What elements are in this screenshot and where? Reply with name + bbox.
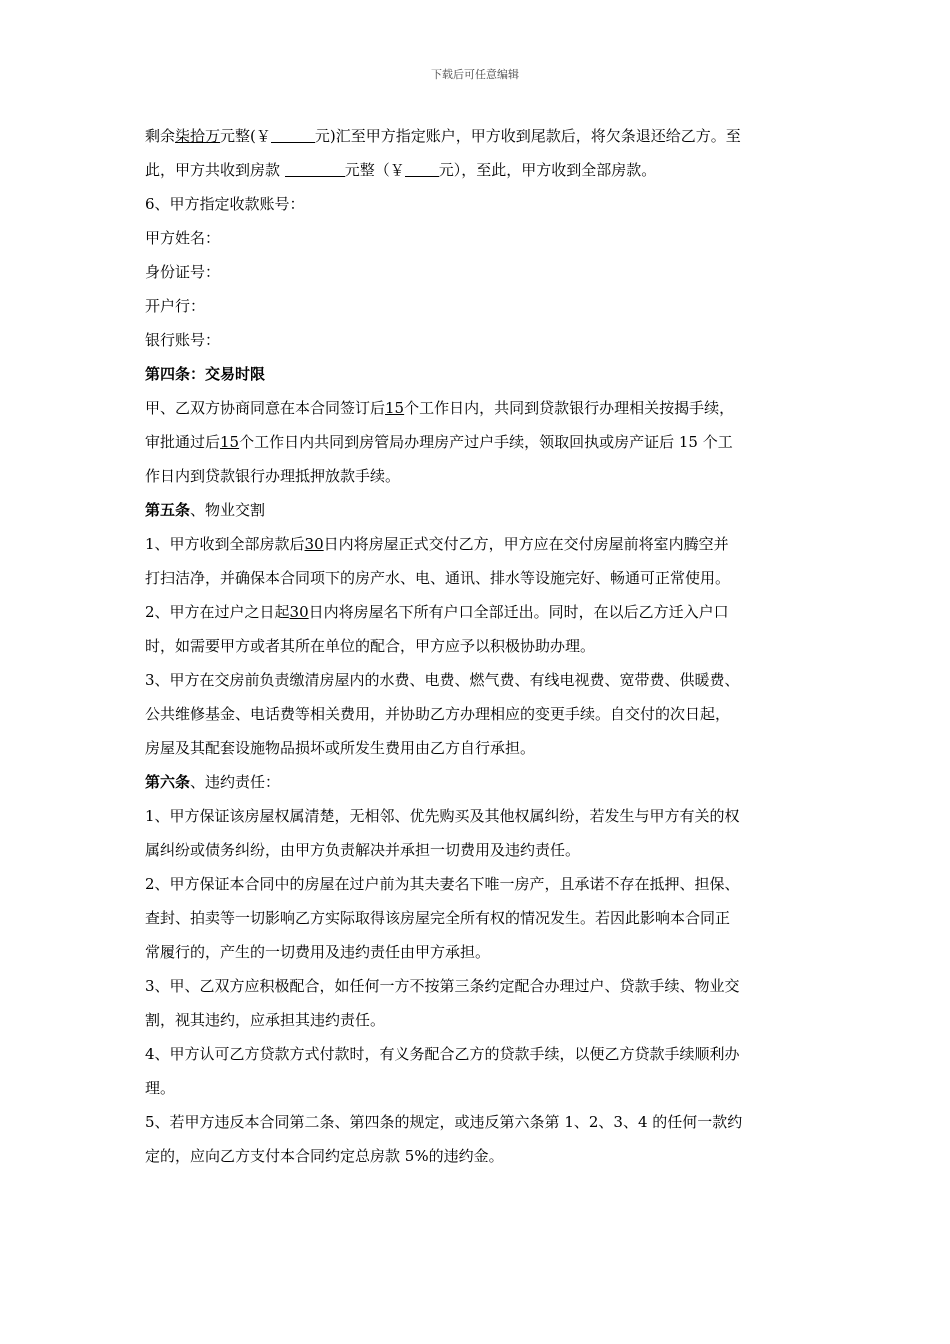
article-5-item-3-line-2: 公共维修基金、电话费等相关费用，并协助乙方办理相应的变更手续。自交付的次日起， xyxy=(145,705,731,723)
article-6-item-3-line-1: 3、甲、乙双方应积极配合，如任何一方不按第三条约定配合办理过户、贷款手续、物业交 xyxy=(145,977,740,995)
article-6-item-3-line-2: 割，视其违约，应承担其违约责任。 xyxy=(145,1011,386,1029)
document-body xyxy=(145,122,810,1176)
article-6-item-4-line-2: 理。 xyxy=(145,1079,176,1097)
article-5-item-1-line-1: 1、甲方收到全部房款后30日内将房屋正式交付乙方，甲方应在交付房屋前将室内腾空并 xyxy=(145,535,729,553)
article-6-item-1-line-1: 1、甲方保证该房屋权属清楚，无相邻、优先购买及其他权属纠纷，若发生与甲方有关的权 xyxy=(145,807,740,825)
article-4-line-2: 审批通过后15个工作日内共同到房管局办理房产过户手续，领取回执或房产证后 15 个工 xyxy=(145,433,733,451)
article-6-title: 第六条、违约责任： xyxy=(145,773,281,791)
article-6-item-5-line-1: 5、若甲方违反本合同第二条、第四条的规定，或违反第六条第 1、2、3、4 的任何一款约 xyxy=(145,1113,743,1131)
article-5-title: 第五条、物业交割 xyxy=(145,501,266,519)
page-header: 下载后可任意编辑 xyxy=(431,68,519,81)
article-4-line-1: 甲、乙双方协商同意在本合同签订后15个工作日内，共同到贷款银行办理相关按揭手续， xyxy=(145,399,735,417)
article-5-item-1-line-2: 打扫洁净，并确保本合同项下的房产水、电、通讯、排水等设施完好、畅通可正常使用。 xyxy=(145,569,731,587)
account-heading: 6、甲方指定收款账号： xyxy=(145,195,305,213)
article-6-item-1-line-2: 属纠纷或债务纠纷，由甲方负责解决并承担一切费用及违约责任。 xyxy=(145,841,581,859)
article-5-item-3-line-1: 3、甲方在交房前负责缴清房屋内的水费、电费、燃气费、有线电视费、宽带费、供暖费、 xyxy=(145,671,740,689)
article-4-line-3: 作日内到贷款银行办理抵押放款手续。 xyxy=(145,467,401,485)
article-5-item-2-line-1: 2、甲方在过户之日起30日内将房屋名下所有户口全部迁出。同时，在以后乙方迁入户口 xyxy=(145,603,729,621)
blank-field xyxy=(405,159,439,177)
article-6-item-4-line-1: 4、甲方认可乙方贷款方式付款时，有义务配合乙方的贷款手续，以便乙方贷款手续顺利办 xyxy=(145,1045,740,1063)
blank-field xyxy=(285,159,345,177)
payment-line-2: 此，甲方共收到房款 元整（￥ 元），至此，甲方收到全部房款。 xyxy=(145,161,657,179)
account-name-label: 甲方姓名： xyxy=(145,229,221,247)
article-5-item-2-line-2: 时，如需要甲方或者其所在单位的配合，甲方应予以积极协助办理。 xyxy=(145,637,596,655)
account-bank-label: 开户行： xyxy=(145,297,206,315)
blank-field xyxy=(271,125,315,143)
article-6-item-2-line-1: 2、甲方保证本合同中的房屋在过户前为其夫妻名下唯一房产，且承诺不存在抵押、担保、 xyxy=(145,875,740,893)
article-6-item-2-line-2: 查封、拍卖等一切影响乙方实际取得该房屋完全所有权的情况发生。若因此影响本合同正 xyxy=(145,909,731,927)
article-6-item-5-line-2: 定的，应向乙方支付本合同约定总房款 5%的违约金。 xyxy=(145,1147,504,1165)
account-number-label: 银行账号： xyxy=(145,331,221,349)
amount-underlined: 柒拾万 xyxy=(175,127,221,145)
payment-line-1: 剩余柒拾万元整(￥ 元)汇至甲方指定账户，甲方收到尾款后，将欠条退还给乙方。至 xyxy=(145,127,741,145)
article-4-title: 第四条：交易时限 xyxy=(145,365,266,383)
account-id-label: 身份证号： xyxy=(145,263,221,281)
article-6-item-2-line-3: 常履行的，产生的一切费用及违约责任由甲方承担。 xyxy=(145,943,491,961)
article-5-item-3-line-3: 房屋及其配套设施物品损坏或所发生费用由乙方自行承担。 xyxy=(145,739,536,757)
